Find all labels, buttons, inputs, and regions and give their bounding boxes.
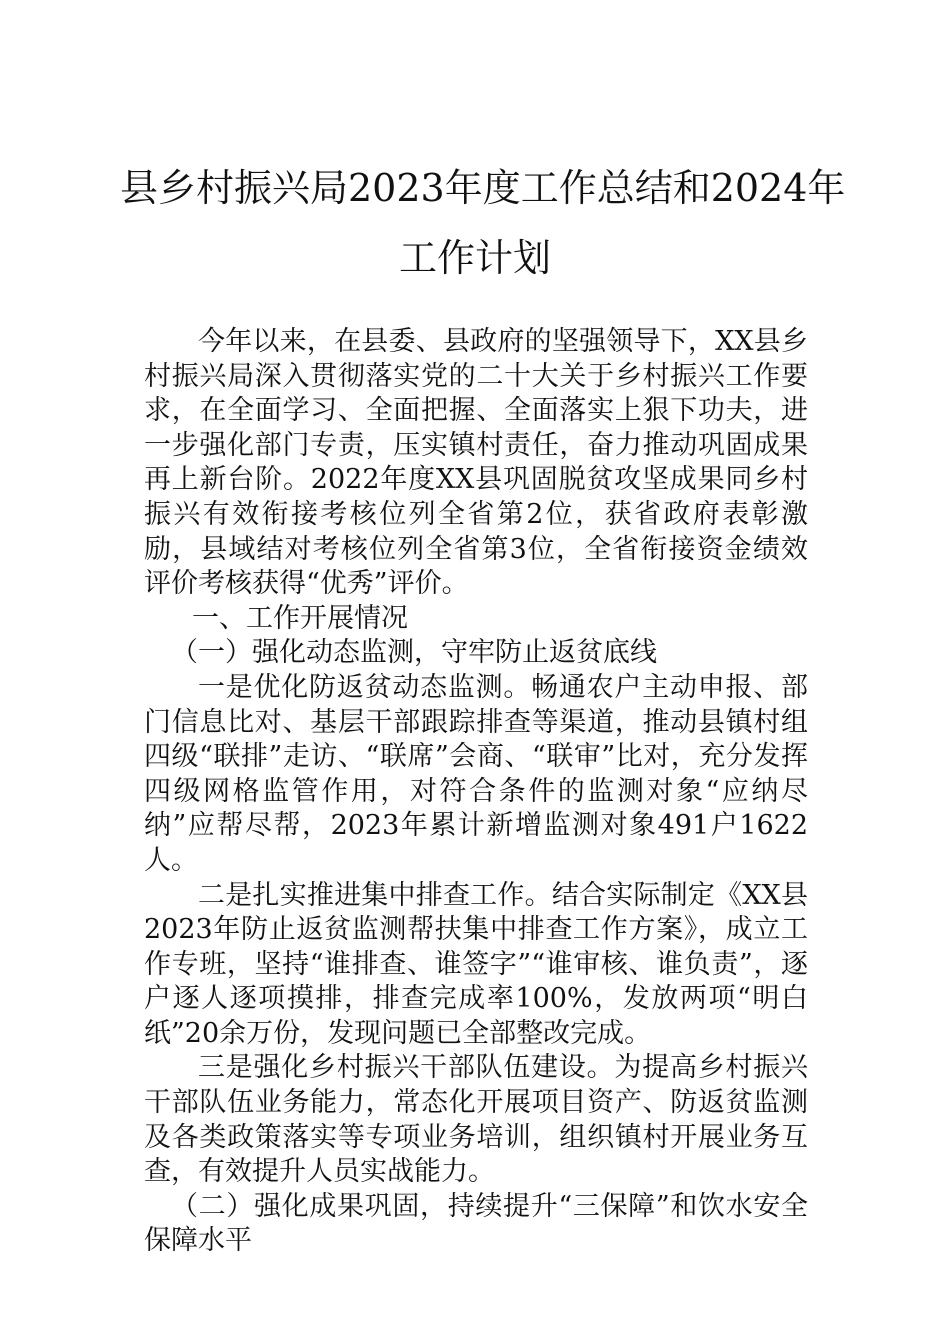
document-title-line-2: 工作计划 bbox=[398, 236, 551, 280]
body-paragraph: 三是强化乡村振兴干部队伍建设。为提高乡村振兴干部队伍业务能力，常态化开展项目资产、防返贫监测及各类政策落实等专项业务培训，组织镇村开展业务互查，有效提升人员实战能力。 bbox=[144, 1052, 808, 1188]
document-title-line-1: 县乡村振兴局2023年度工作总结和2024年 bbox=[120, 166, 846, 210]
body-paragraph: 二是扎实推进集中排查工作。结合实际制定《XX县2023年防止返贫监测帮扶集中排查工作方案》，成立工作专班，坚持“谁排查、谁签字”“谁审核、谁负责”，逐户逐人逐项摸排，排查完成率100%，发放两项“明白纸”20余万份，发现问题已全部整改完成。 bbox=[144, 879, 808, 1049]
body-paragraph: 一是优化防返贫动态监测。畅通农户主动申报、部门信息比对、基层干部跟踪排查等渠道，推动县镇村组四级“联排”走访、“联席”会商、“联审”比对，充分发挥四级网格监管作用，对符合条件的监测对象“应纳尽纳”应帮尽帮，2023年累计新增监测对象491户1622人。 bbox=[144, 671, 808, 876]
section-heading: 一、工作开展情况 bbox=[192, 602, 408, 634]
subsection-heading: （一）强化动态监测，守牢防止返贫底线 bbox=[171, 637, 657, 669]
document-body bbox=[144, 325, 808, 1259]
intro-paragraph: 今年以来，在县委、县政府的坚强领导下，XX县乡村振兴局深入贯彻落实党的二十大关于乡村振兴工作要求，在全面学习、全面把握、全面落实上狠下功夫，进一步强化部门专责，压实镇村责任，奋力推动巩固成果再上新台阶。2022年度XX县巩固脱贫攻坚成果同乡村振兴有效衔接考核位列全省第2位，获省政府表彰激励，县域结对考核位列全省第3位，全省衔接资金绩效评价考核获得“优秀”评价。 bbox=[144, 326, 808, 600]
subsection-heading: （二）强化成果巩固，持续提升“三保障”和饮水安全保障水平 bbox=[144, 1190, 808, 1257]
